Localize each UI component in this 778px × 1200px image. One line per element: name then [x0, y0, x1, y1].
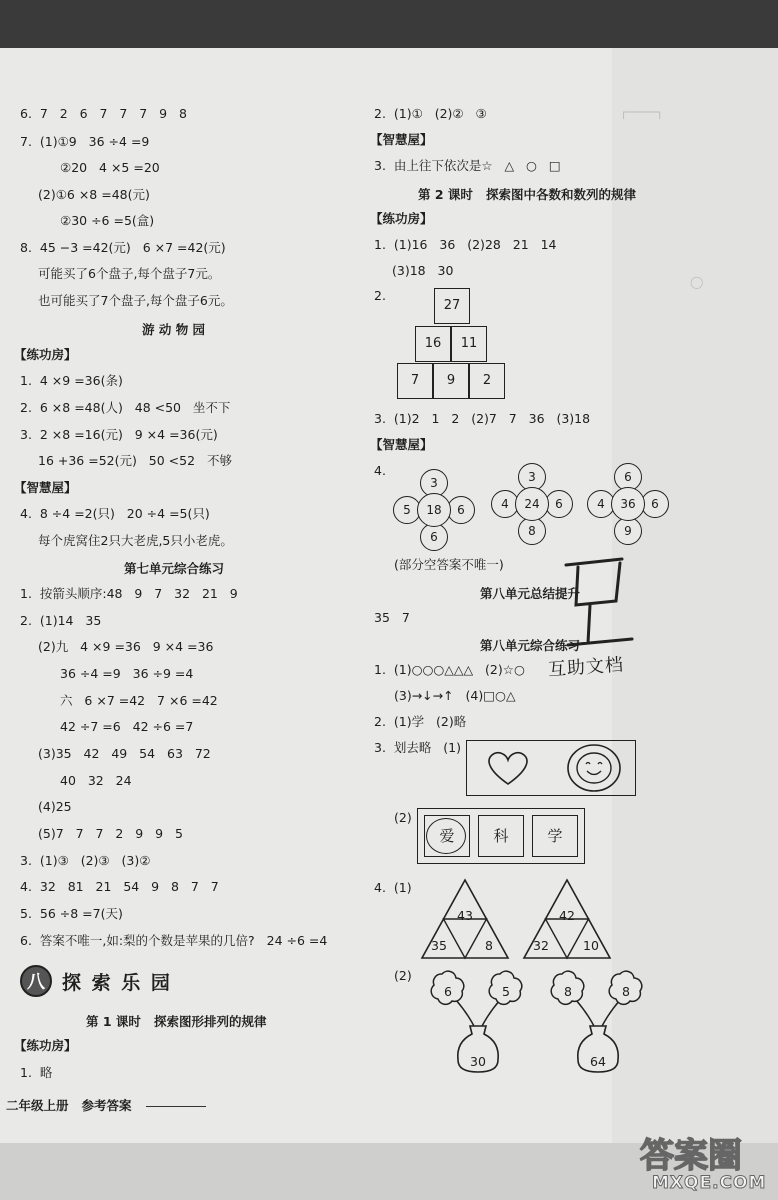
unit-title: 探 索 乐 园: [62, 972, 172, 994]
answer-note: (部分空答案不唯一): [394, 557, 504, 572]
answer-line: 3. 由上往下依次是☆ △ ○ □: [374, 158, 561, 173]
pyramid-cell: 7: [397, 363, 433, 399]
pyramid-cell: 2: [469, 363, 505, 399]
corner-watermark-url: MXQE.COM: [652, 1173, 767, 1193]
flower-petal: 6: [545, 490, 573, 518]
answer-line: 六 6 ×7 =42 7 ×6 =42: [60, 693, 218, 708]
heart-icon: [484, 750, 532, 786]
unit-badge-label: 八: [27, 972, 45, 993]
answer-line: 可能买了6个盘子,每个盘子7元。: [38, 266, 221, 281]
flower-petal: 3: [420, 469, 448, 497]
answer-line: (2)九 4 ×9 =36 9 ×4 =36: [38, 639, 214, 654]
answer-line: 5. 56 ÷8 =7(天): [20, 906, 123, 921]
flower-petal: 3: [518, 463, 546, 491]
answer-line: (2): [394, 810, 412, 825]
answer-line: 1. 4 ×9 =36(条): [20, 373, 123, 388]
flower-number: 6: [444, 984, 452, 999]
answer-line: 2. (1)14 35: [20, 613, 102, 628]
lesson-heading: 第 1 课时 探索图形排列的规律: [86, 1014, 267, 1029]
section-tag: 【智慧屋】: [370, 132, 433, 147]
answer-line: 4. (1): [374, 880, 412, 895]
handwritten-watermark: 互助文档: [547, 654, 625, 681]
flower-center: 36: [611, 487, 645, 521]
answer-line: 4. 32 81 21 54 9 8 7 7: [20, 879, 219, 894]
answer-line: 3. (1)2 1 2 (2)7 7 36 (3)18: [374, 411, 591, 426]
answer-line: (3)→↓→↑ (4)□○△: [394, 688, 516, 703]
answer-line: 4.: [374, 463, 386, 478]
answer-line: ②20 4 ×5 =20: [60, 160, 160, 175]
corner-watermark-logo: 答案圈: [640, 1136, 742, 1176]
answer-line: 42 ÷7 =6 42 ÷6 =7: [60, 719, 194, 734]
answer-line: 1. 略: [20, 1065, 53, 1080]
flower-number: 5: [502, 984, 510, 999]
triangle-top: 42: [559, 908, 575, 923]
answer-line: (3)18 30: [392, 263, 454, 278]
lesson-heading: 第 2 课时 探索图中各数和数列的规律: [418, 187, 636, 202]
flower-petal: 8: [518, 517, 546, 545]
section-tag: 【练功房】: [370, 211, 433, 226]
flower-number: 8: [564, 984, 572, 999]
triangle-right: 8: [485, 938, 493, 953]
section-tag: 【智慧屋】: [370, 437, 433, 452]
answer-line: ②30 ÷6 =5(盒): [60, 213, 155, 228]
flower-petal: 4: [587, 490, 615, 518]
flower-petal: 5: [393, 496, 421, 524]
answer-line: 2. (1)① (2)② ③: [374, 106, 487, 121]
section-heading: 第七单元综合练习: [124, 561, 225, 576]
flower-center: 18: [417, 493, 451, 527]
flower-petal: 6: [447, 496, 475, 524]
unit-badge: [20, 965, 52, 997]
section-heading: 游 动 物 园: [142, 322, 206, 337]
answer-line: 6. 7 2 6 7 7 7 9 8: [20, 106, 187, 121]
bleed-mark: ◯: [690, 275, 704, 289]
vase-number: 64: [590, 1054, 606, 1069]
section-heading: 第八单元总结提升: [480, 586, 581, 601]
answer-line: 2.: [374, 288, 386, 303]
section-tag: 【练功房】: [14, 347, 77, 362]
answer-line: 16 +36 =52(元) 50 <52 不够: [38, 453, 232, 468]
triangle-top: 43: [457, 908, 473, 923]
pyramid-cell: 9: [433, 363, 469, 399]
answer-line: 8. 45 −3 =42(元) 6 ×7 =42(元): [20, 240, 226, 255]
answer-line: 每个虎窝住2只大老虎,5只小老虎。: [38, 533, 233, 548]
vase-number: 30: [470, 1054, 486, 1069]
char-cell: 爱: [424, 815, 470, 857]
answer-line: (2): [394, 968, 412, 983]
circle-mark: [426, 818, 466, 854]
flower-petal: 9: [614, 517, 642, 545]
page-footer: 二年级上册 参考答案: [6, 1098, 132, 1113]
bleed-mark: ┌────┐: [620, 105, 664, 119]
smiley-icon: [566, 743, 622, 793]
answer-line: 1. (1)16 36 (2)28 21 14: [374, 237, 557, 252]
footer-rule: [146, 1106, 206, 1107]
answer-line: (5)7 7 7 2 9 9 5: [38, 826, 183, 841]
answer-line: 2. 6 ×8 =48(人) 48 <50 坐不下: [20, 400, 231, 415]
answer-line: 也可能买了7个盘子,每个盘子6元。: [38, 293, 233, 308]
pyramid-cell: 16: [415, 326, 451, 362]
answer-line: 6. 答案不唯一,如:梨的个数是苹果的几倍? 24 ÷6 =4: [20, 933, 328, 948]
answer-line: 3. (1)③ (2)③ (3)②: [20, 853, 151, 868]
char-cell: 科: [478, 815, 524, 857]
flower-petal: 6: [614, 463, 642, 491]
pyramid-cell: 27: [434, 288, 470, 324]
flower-petal: 6: [420, 523, 448, 551]
char-cell: 学: [532, 815, 578, 857]
pyramid-cell: 11: [451, 326, 487, 362]
answer-line: 4. 8 ÷4 =2(只) 20 ÷4 =5(只): [20, 506, 210, 521]
flower-number: 8: [622, 984, 630, 999]
flower-center: 24: [515, 487, 549, 521]
section-tag: 【练功房】: [14, 1038, 77, 1053]
handwritten-stamp-icon: [560, 555, 640, 665]
answer-line: 40 32 24: [60, 773, 132, 788]
section-heading: 第八单元综合练习: [480, 638, 581, 653]
answer-line: 36 ÷4 =9 36 ÷9 =4: [60, 666, 194, 681]
answer-line: 2. (1)学 (2)略: [374, 714, 467, 729]
flower-petal: 4: [491, 490, 519, 518]
answer-line: (3)35 42 49 54 63 72: [38, 746, 211, 761]
answer-line: 3. 2 ×8 =16(元) 9 ×4 =36(元): [20, 427, 218, 442]
triangle-left: 35: [431, 938, 447, 953]
section-tag: 【智慧屋】: [14, 480, 77, 495]
answer-line: 1. 按箭头顺序:48 9 7 32 21 9: [20, 586, 238, 601]
answer-line: (4)25: [38, 799, 72, 814]
triangle-right: 10: [583, 938, 599, 953]
answer-line: (2)①6 ×8 =48(元): [38, 187, 150, 202]
flower-petal: 6: [641, 490, 669, 518]
answer-line: 7. (1)①9 36 ÷4 =9: [20, 134, 150, 149]
answer-line: 3. 划去略 (1): [374, 740, 461, 755]
triangle-left: 32: [533, 938, 549, 953]
answer-line: 35 7: [374, 610, 410, 625]
answer-line: 1. (1)○○○△△△ (2)☆○: [374, 662, 525, 677]
